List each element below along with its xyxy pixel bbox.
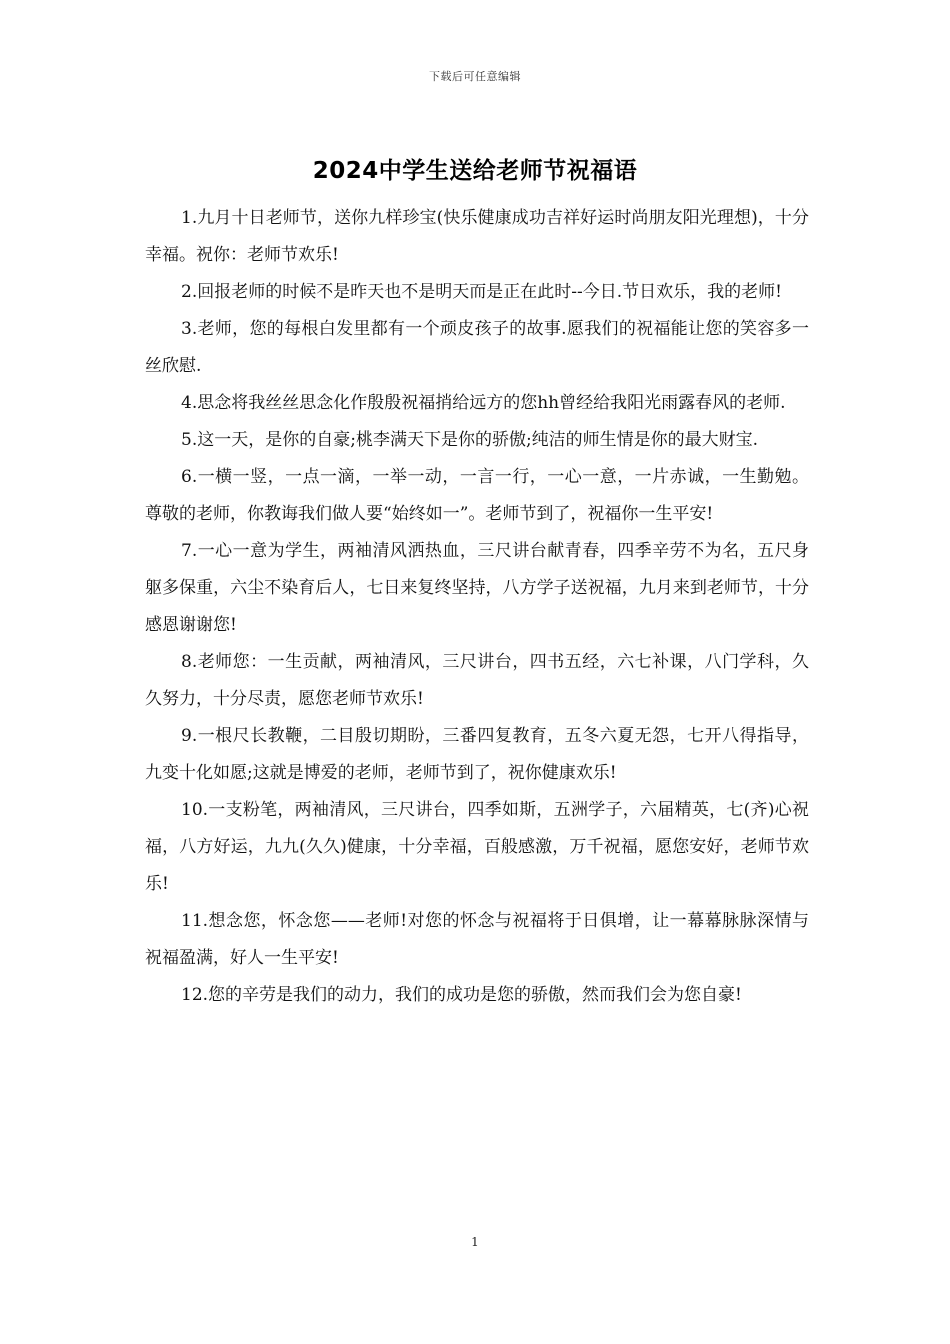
paragraph-4: 4.思念将我丝丝思念化作殷殷祝福捎给远方的您hh曾经给我阳光雨露春风的老师. (181, 393, 786, 413)
paragraph-7: 7.一心一意为学生，两袖清风洒热血，三尺讲台献青春，四季辛劳不为名，五尺身躯多保重，六尘不染育后人，七日来复终坚持，八方学子送祝福，九月来到老师节，十分感恩谢谢您! (145, 541, 809, 635)
header-note: 下载后可任意编辑 (429, 70, 521, 83)
document-title: 2024中学生送给老师节祝福语 (312, 158, 638, 184)
page-number: 1 (471, 1235, 479, 1249)
paragraph-6: 6.一横一竖，一点一滴，一举一动，一言一行，一心一意，一片赤诚，一生勤勉。尊敬的老师，你教诲我们做人要“始终如一”。老师节到了，祝福你一生平安! (145, 467, 809, 524)
paragraph-5: 5.这一天，是你的自豪;桃李满天下是你的骄傲;纯洁的师生情是你的最大财宝. (181, 430, 759, 450)
paragraph-11: 11.想念您，怀念您——老师!对您的怀念与祝福将于日俱增，让一幕幕脉脉深情与祝福盈满，好人一生平安! (145, 911, 809, 968)
paragraph-9: 9.一根尺长教鞭，二目殷切期盼，三番四复教育，五冬六夏无怨，七开八得指导，九变十化如愿;这就是博爱的老师，老师节到了，祝你健康欢乐! (145, 726, 809, 783)
paragraph-2: 2.回报老师的时候不是昨天也不是明天而是正在此时--今日.节日欢乐，我的老师! (181, 282, 782, 302)
document-body (145, 200, 809, 1014)
paragraph-1: 1.九月十日老师节，送你九样珍宝(快乐健康成功吉祥好运时尚朋友阳光理想)，十分幸福。祝你：老师节欢乐! (145, 208, 809, 265)
paragraph-12: 12.您的辛劳是我们的动力，我们的成功是您的骄傲，然而我们会为您自豪! (181, 985, 742, 1005)
paragraph-10: 10.一支粉笔，两袖清风，三尺讲台，四季如斯，五洲学子，六届精英，七(齐)心祝福，八方好运，九九(久久)健康，十分幸福，百般感激，万千祝福，愿您安好，老师节欢乐! (145, 800, 809, 894)
paragraph-8: 8.老师您：一生贡献，两袖清风，三尺讲台，四书五经，六七补课，八门学科，久久努力，十分尽责，愿您老师节欢乐! (145, 652, 809, 709)
paragraph-3: 3.老师，您的每根白发里都有一个顽皮孩子的故事.愿我们的祝福能让您的笑容多一丝欣慰. (145, 319, 809, 376)
